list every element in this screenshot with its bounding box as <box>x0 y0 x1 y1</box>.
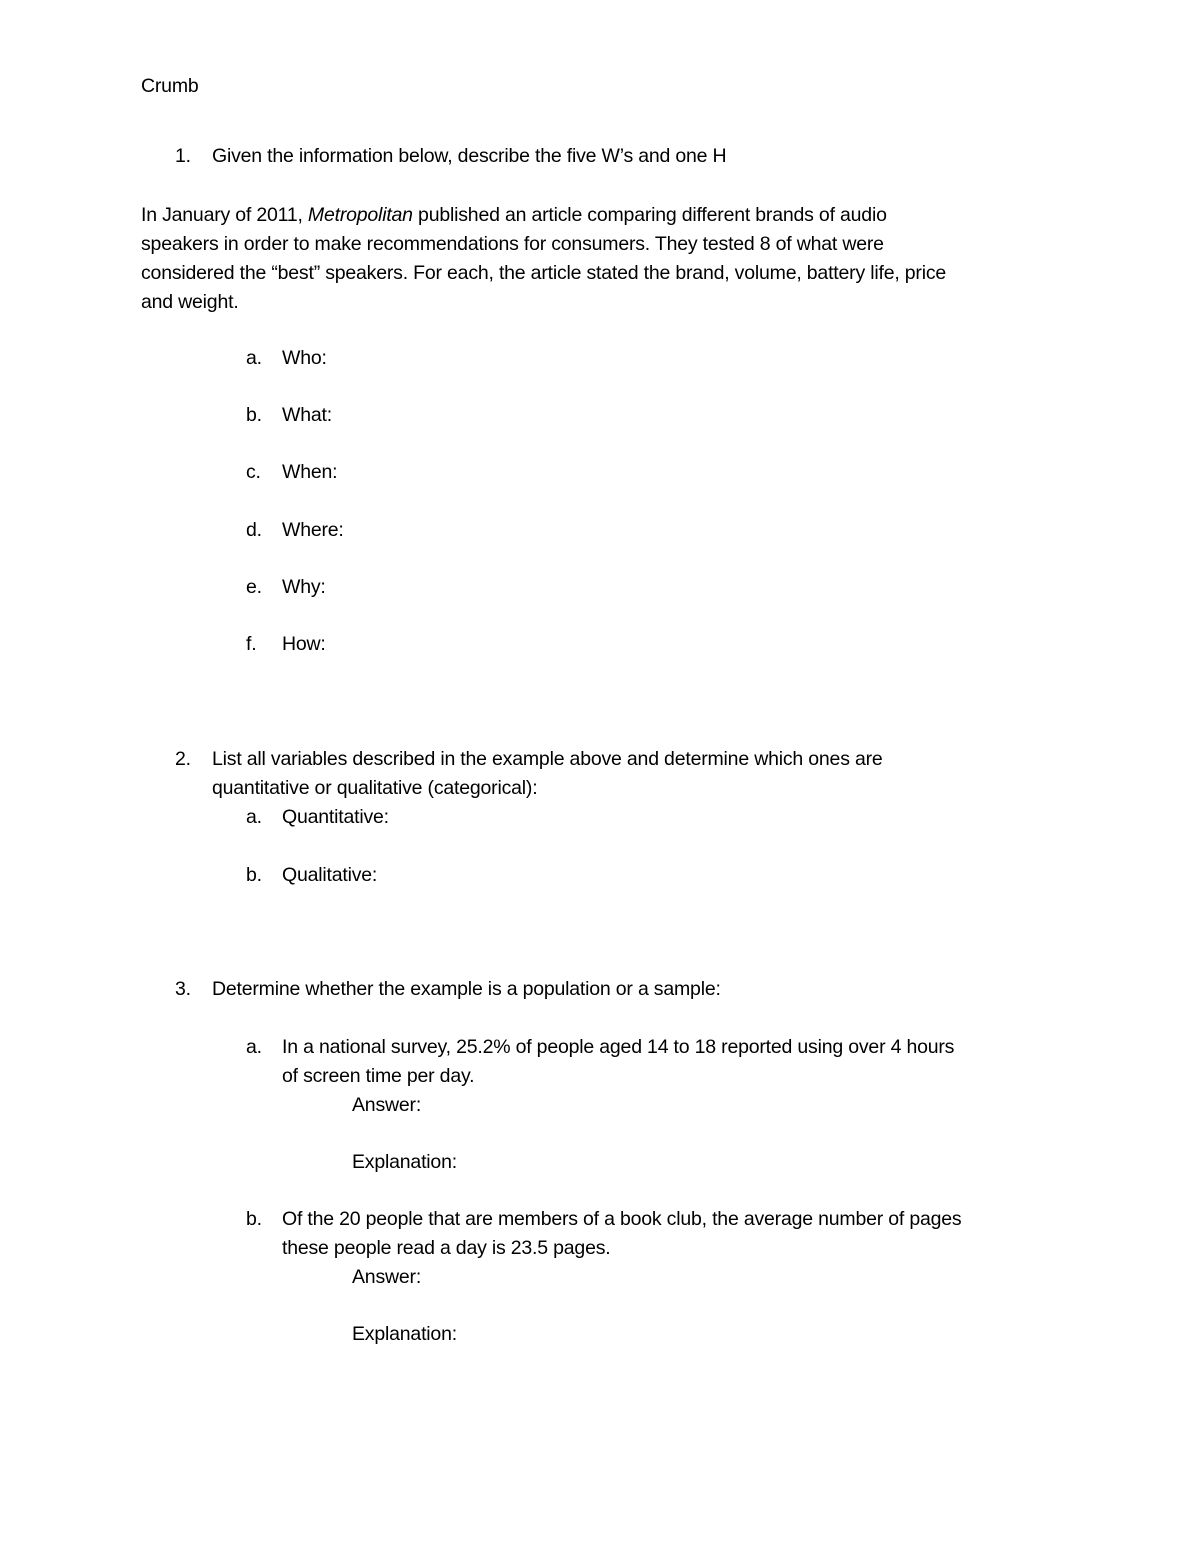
q3-item-a-line-2: of screen time per day. <box>282 1065 475 1087</box>
author-name: Crumb <box>141 75 199 97</box>
q3-item-b-line-1: Of the 20 people that are members of a book club, the average number of pages <box>282 1208 962 1230</box>
q1-item-marker: f. <box>246 633 257 655</box>
q3-item-a-line-1: In a national survey, 25.2% of people aged 14 to 18 reported using over 4 hours <box>282 1036 955 1058</box>
question-2-prompt-line-2: quantitative or qualitative (categorical): <box>212 777 538 799</box>
q1-item-marker: d. <box>246 519 262 541</box>
q2-item-marker: b. <box>246 864 262 886</box>
q1-item-when: When: <box>282 461 338 483</box>
q2-item-quantitative: Quantitative: <box>282 806 389 828</box>
q1-item-why: Why: <box>282 576 326 598</box>
passage-line-2: speakers in order to make recommendations for consumers. They tested 8 of what were <box>141 233 884 255</box>
question-2-number: 2. <box>175 748 191 770</box>
passage-line-4: and weight. <box>141 291 239 313</box>
q1-item-marker: b. <box>246 404 262 426</box>
q1-item-where: Where: <box>282 519 344 541</box>
publication-name: Metropolitan <box>307 204 413 226</box>
q1-item-marker: c. <box>246 461 261 483</box>
q1-item-who: Who: <box>282 347 327 369</box>
q3-item-b-line-2: these people read a day is 23.5 pages. <box>282 1237 611 1259</box>
question-3-number: 3. <box>175 978 191 1000</box>
q1-item-how: How: <box>282 633 326 655</box>
question-3-prompt: Determine whether the example is a population or a sample: <box>212 978 721 1000</box>
q3-item-b-answer-label: Answer: <box>352 1266 422 1288</box>
q3-item-b-explanation-label: Explanation: <box>352 1323 457 1345</box>
question-1-number: 1. <box>175 145 191 167</box>
q1-item-marker: e. <box>246 576 262 598</box>
passage-line-3: considered the “best” speakers. For each, the article stated the brand, volume, battery life, price <box>141 262 947 284</box>
q1-item-marker: a. <box>246 347 262 369</box>
question-2-prompt-line-1: List all variables described in the example above and determine which ones are <box>212 748 883 770</box>
q1-item-what: What: <box>282 404 332 426</box>
question-1-passage <box>141 201 1081 317</box>
q3-item-a-explanation-label: Explanation: <box>352 1151 457 1173</box>
q3-item-marker: b. <box>246 1208 262 1230</box>
q2-item-marker: a. <box>246 806 262 828</box>
q2-item-qualitative: Qualitative: <box>282 864 378 886</box>
question-1-prompt: Given the information below, describe the five W’s and one H <box>212 145 727 167</box>
q3-item-marker: a. <box>246 1036 262 1058</box>
q3-item-a-answer-label: Answer: <box>352 1094 422 1116</box>
passage-line-1: In January of 2011, Metropolitan published an article comparing different brands of audio <box>141 204 887 226</box>
